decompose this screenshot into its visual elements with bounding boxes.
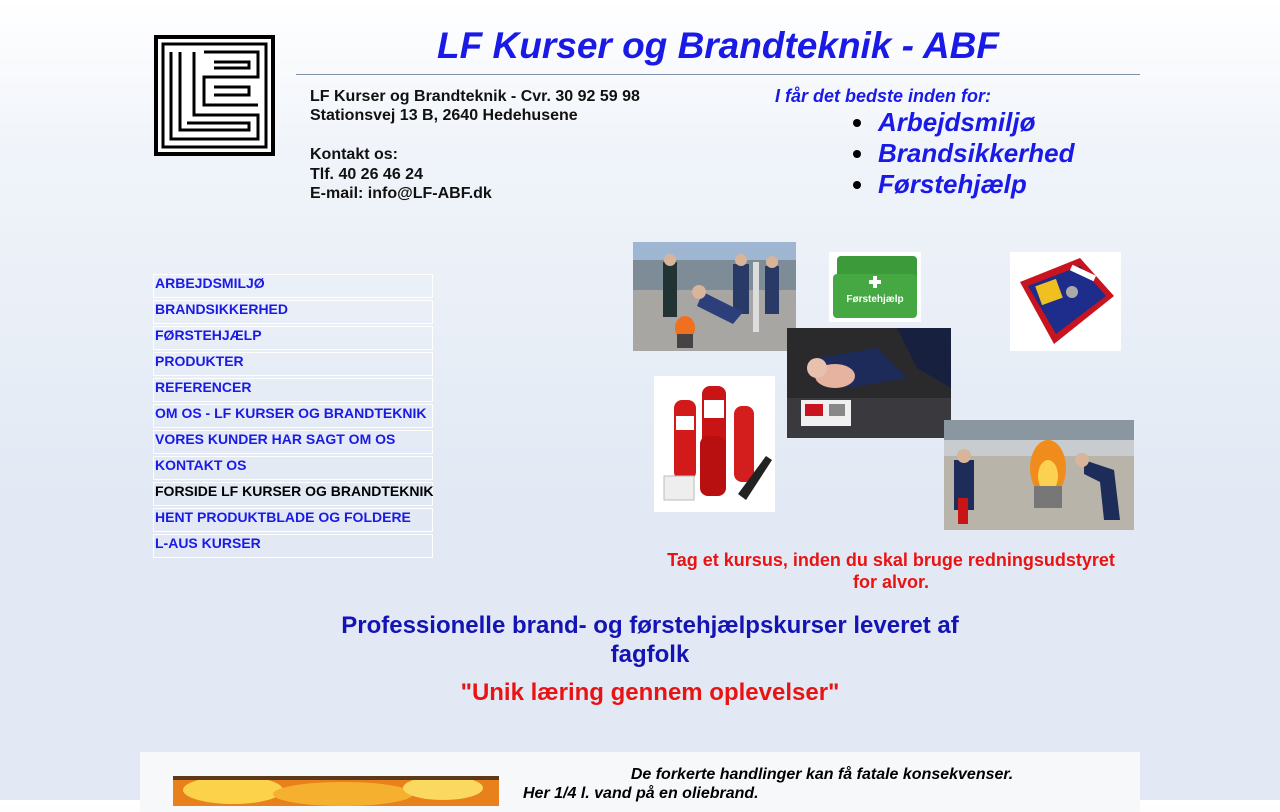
warning-line-2: Her 1/4 l. vand på en oliebrand.	[523, 785, 759, 802]
menu-item-kunder[interactable]: VORES KUNDER HAR SAGT OM OS	[153, 430, 433, 454]
contact-heading: Kontakt os:	[310, 146, 398, 164]
best-item-label: Arbejdsmiljø	[878, 107, 1036, 137]
spacer	[310, 126, 640, 145]
site-title: LF Kurser og Brandteknik - ABF	[437, 25, 999, 66]
photo-cpr-training	[787, 328, 951, 438]
best-list	[878, 107, 1075, 200]
photo-oil-fire-demo	[944, 420, 1134, 530]
menu-item-om-os[interactable]: OM OS - LF KURSER OG BRANDTEKNIK	[153, 404, 433, 428]
photo-fire-training-group	[633, 242, 796, 351]
title-divider	[296, 74, 1140, 75]
side-menu	[153, 274, 433, 560]
menu-item-laus-kurser[interactable]: L-AUS KURSER	[153, 534, 433, 558]
company-address: Stationsvej 13 B, 2640 Hedehusene	[310, 107, 578, 125]
best-heading: I får det bedste inden for:	[775, 86, 992, 106]
best-item	[878, 107, 1075, 138]
quote-heading: "Unik læring gennem oplevelser"	[460, 679, 840, 706]
best-item-label: Brandsikkerhed	[878, 138, 1075, 168]
menu-item-referencer[interactable]: REFERENCER	[153, 378, 433, 402]
tagline: Tag et kursus, inden du skal bruge redningsudstyret for alvor.	[667, 550, 1115, 592]
best-item	[878, 138, 1075, 169]
photo-first-aid-kit	[829, 252, 921, 322]
warning-line-1: De forkerte handlinger kan få fatale konsekvenser.	[630, 766, 1014, 783]
company-cvr: LF Kurser og Brandteknik - Cvr. 30 92 59 98	[310, 88, 640, 105]
photo-large-fire	[173, 776, 499, 806]
menu-item-produkter[interactable]: PRODUKTER	[153, 352, 433, 376]
first-aid-kit-label: Førstehjælp	[846, 294, 904, 305]
menu-item-forstehjaelp[interactable]: FØRSTEHJÆLP	[153, 326, 433, 350]
bullet-icon	[853, 150, 861, 158]
lf-maze-logo-icon[interactable]	[154, 35, 275, 156]
menu-item-forside[interactable]: FORSIDE LF KURSER OG BRANDTEKNIK	[153, 482, 433, 506]
menu-item-arbejdsmiljo[interactable]: ARBEJDSMILJØ	[153, 274, 433, 298]
menu-item-kontakt[interactable]: KONTAKT OS	[153, 456, 433, 480]
bullet-icon	[853, 119, 861, 127]
menu-item-brandsikkerhed[interactable]: BRANDSIKKERHED	[153, 300, 433, 324]
photo-defibrillator	[1010, 252, 1121, 351]
bullet-icon	[853, 181, 861, 189]
photo-fire-extinguishers	[654, 376, 775, 512]
professional-heading: Professionelle brand- og førstehjælpskurser leveret af fagfolk	[341, 612, 959, 668]
contact-email[interactable]: E-mail: info@LF-ABF.dk	[310, 184, 492, 202]
best-item	[878, 169, 1075, 200]
best-item-label: Førstehjælp	[878, 169, 1027, 199]
contact-phone: Tlf. 40 26 46 24	[310, 165, 423, 183]
company-info	[310, 87, 640, 203]
menu-item-produktblade[interactable]: HENT PRODUKTBLADE OG FOLDERE	[153, 508, 433, 532]
